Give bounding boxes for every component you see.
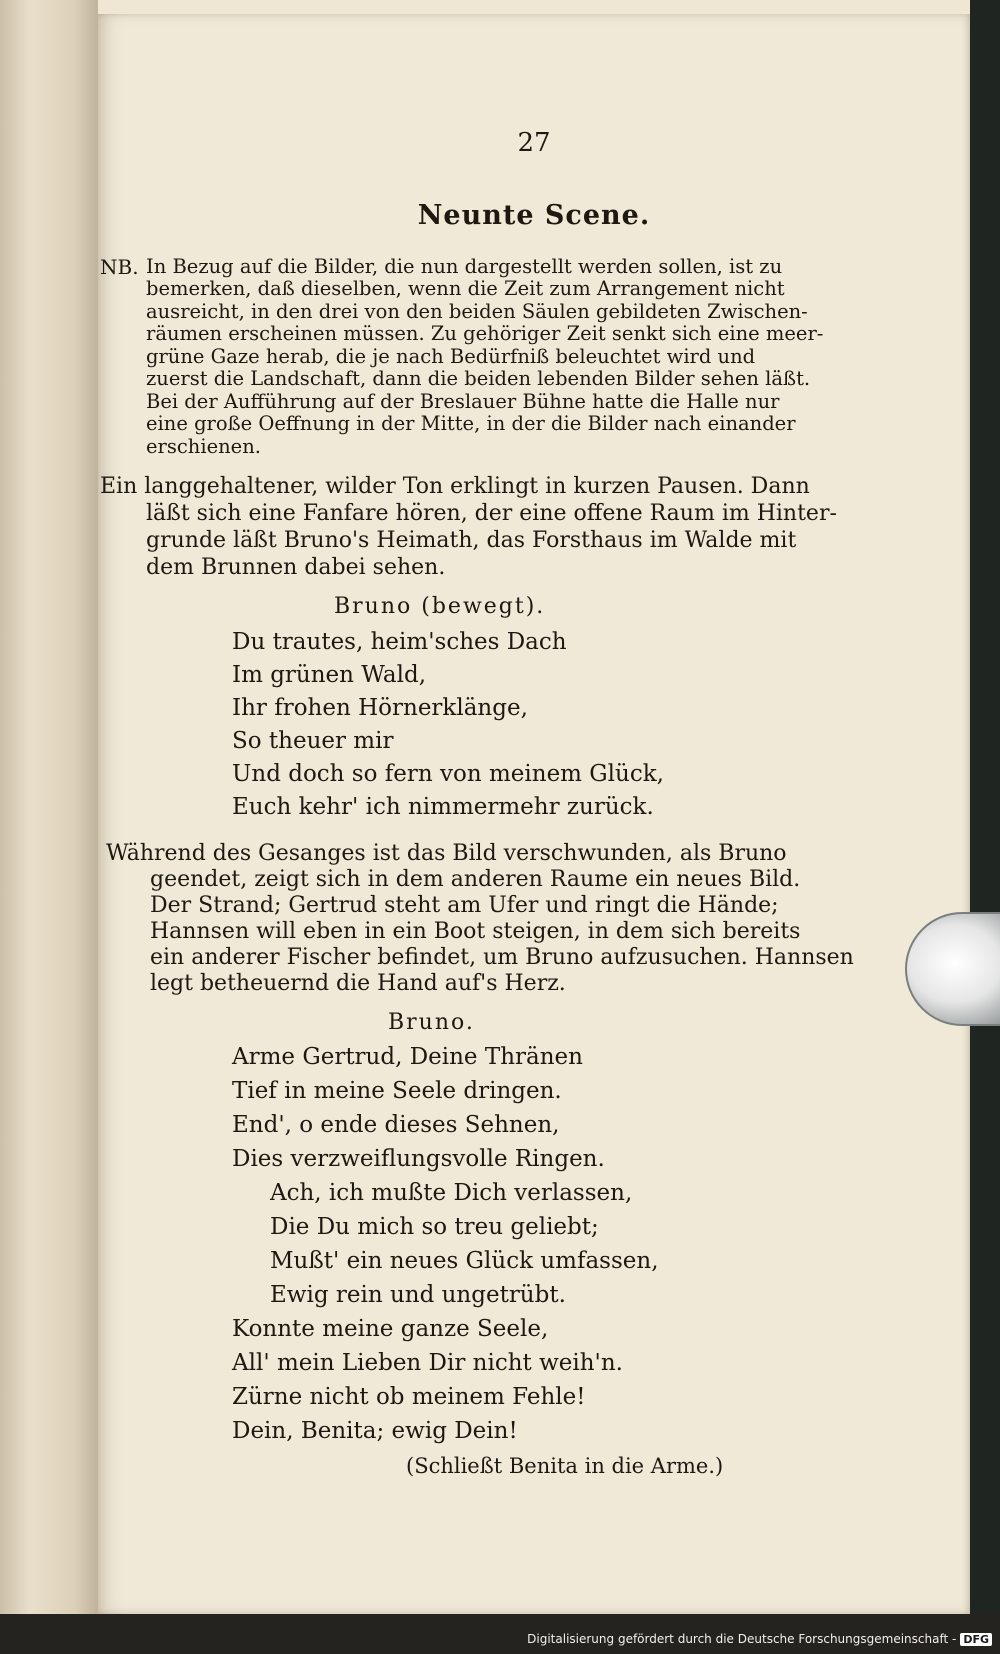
verse-line: Arme Gertrud, Deine Thränen: [232, 1044, 583, 1070]
nb-line: räumen erscheinen müssen. Zu gehöriger Zeit senkt sich eine meer-: [146, 322, 824, 345]
nb-label: NB.: [100, 255, 139, 279]
credit-text: Digitalisierung gefördert durch die Deutsche Forschungsgemeinschaft -: [527, 1632, 957, 1646]
stage-paragraph-line: Ein langgehaltener, wilder Ton erklingt in kurzen Pausen. Dann: [100, 474, 810, 499]
stage-paragraph-line: ein anderer Fischer befindet, um Bruno aufzusuchen. Hannsen: [150, 945, 854, 970]
right-cover-edge: [970, 0, 1000, 1654]
nb-line: In Bezug auf die Bilder, die nun dargestellt werden sollen, ist zu: [146, 255, 783, 278]
left-page-edge: [0, 0, 98, 1654]
nb-line: zuerst die Landschaft, dann die beiden lebenden Bilder sehen läßt.: [146, 367, 811, 390]
stage-paragraph-line: dem Brunnen dabei sehen.: [146, 555, 446, 580]
stage-paragraph-line: Während des Gesanges ist das Bild verschwunden, als Bruno: [106, 841, 787, 866]
book-page: [98, 14, 970, 1614]
verse-line: Konnte meine ganze Seele,: [232, 1316, 549, 1342]
verse-line: Dein, Benita; ewig Dein!: [232, 1418, 518, 1444]
verse-line: Die Du mich so treu geliebt;: [270, 1214, 599, 1240]
nb-line: ausreicht, in den drei von den beiden Säulen gebildeten Zwischen-: [146, 300, 808, 323]
page-number: 27: [517, 128, 551, 158]
speaker-label: Bruno.: [388, 1010, 475, 1035]
stage-paragraph-line: legt betheuernd die Hand auf's Herz.: [150, 971, 566, 996]
speaker-label: Bruno (bewegt).: [334, 594, 546, 619]
digitization-credit: [527, 1632, 992, 1646]
verse-line: All' mein Lieben Dir nicht weih'n.: [232, 1350, 623, 1376]
nb-line: bemerken, daß dieselben, wenn die Zeit zum Arrangement nicht: [146, 277, 785, 300]
verse-line: Ach, ich mußte Dich verlassen,: [270, 1180, 633, 1206]
nb-line: erschienen.: [146, 435, 261, 458]
nb-line: Bei der Aufführung auf der Breslauer Bühne hatte die Halle nur: [146, 390, 780, 413]
verse-line: Ihr frohen Hörnerklänge,: [232, 695, 528, 721]
stage-paragraph-line: geendet, zeigt sich in dem anderen Raume ein neues Bild.: [150, 867, 801, 892]
nb-line: eine große Oeffnung in der Mitte, in der die Bilder nach einander: [146, 412, 796, 435]
nb-line: grüne Gaze herab, die je nach Bedürfniß beleuchtet wird und: [146, 345, 756, 368]
verse-line: Ewig rein und ungetrübt.: [270, 1282, 566, 1308]
stage-paragraph-line: Der Strand; Gertrud steht am Ufer und ringt die Hände;: [150, 893, 779, 918]
stage-paragraph-line: läßt sich eine Fanfare hören, der eine offene Raum im Hinter-: [146, 501, 837, 526]
verse-line: So theuer mir: [232, 728, 394, 754]
verse-line: Dies verzweiflungsvolle Ringen.: [232, 1146, 605, 1172]
verse-line: Zürne nicht ob meinem Fehle!: [232, 1384, 586, 1410]
verse-line: Du trautes, heim'sches Dach: [232, 629, 567, 655]
stage-paragraph-line: Hannsen will eben in ein Boot steigen, in dem sich bereits: [150, 919, 801, 944]
stage-paragraph-line: grunde läßt Bruno's Heimath, das Forsthaus im Walde mit: [146, 528, 797, 553]
verse-line: Im grünen Wald,: [232, 662, 427, 688]
verse-line: Euch kehr' ich nimmermehr zurück.: [232, 794, 654, 820]
verse-line: End', o ende dieses Sehnen,: [232, 1112, 560, 1138]
verse-line: Tief in meine Seele dringen.: [232, 1078, 562, 1104]
scene-heading: Neunte Scene.: [417, 200, 651, 231]
verse-line: Mußt' ein neues Glück umfassen,: [270, 1248, 659, 1274]
dfg-logo: DFG: [960, 1633, 992, 1646]
verse-line: Und doch so fern von meinem Glück,: [232, 761, 664, 787]
stage-direction: (Schließt Benita in die Arme.): [406, 1454, 724, 1478]
